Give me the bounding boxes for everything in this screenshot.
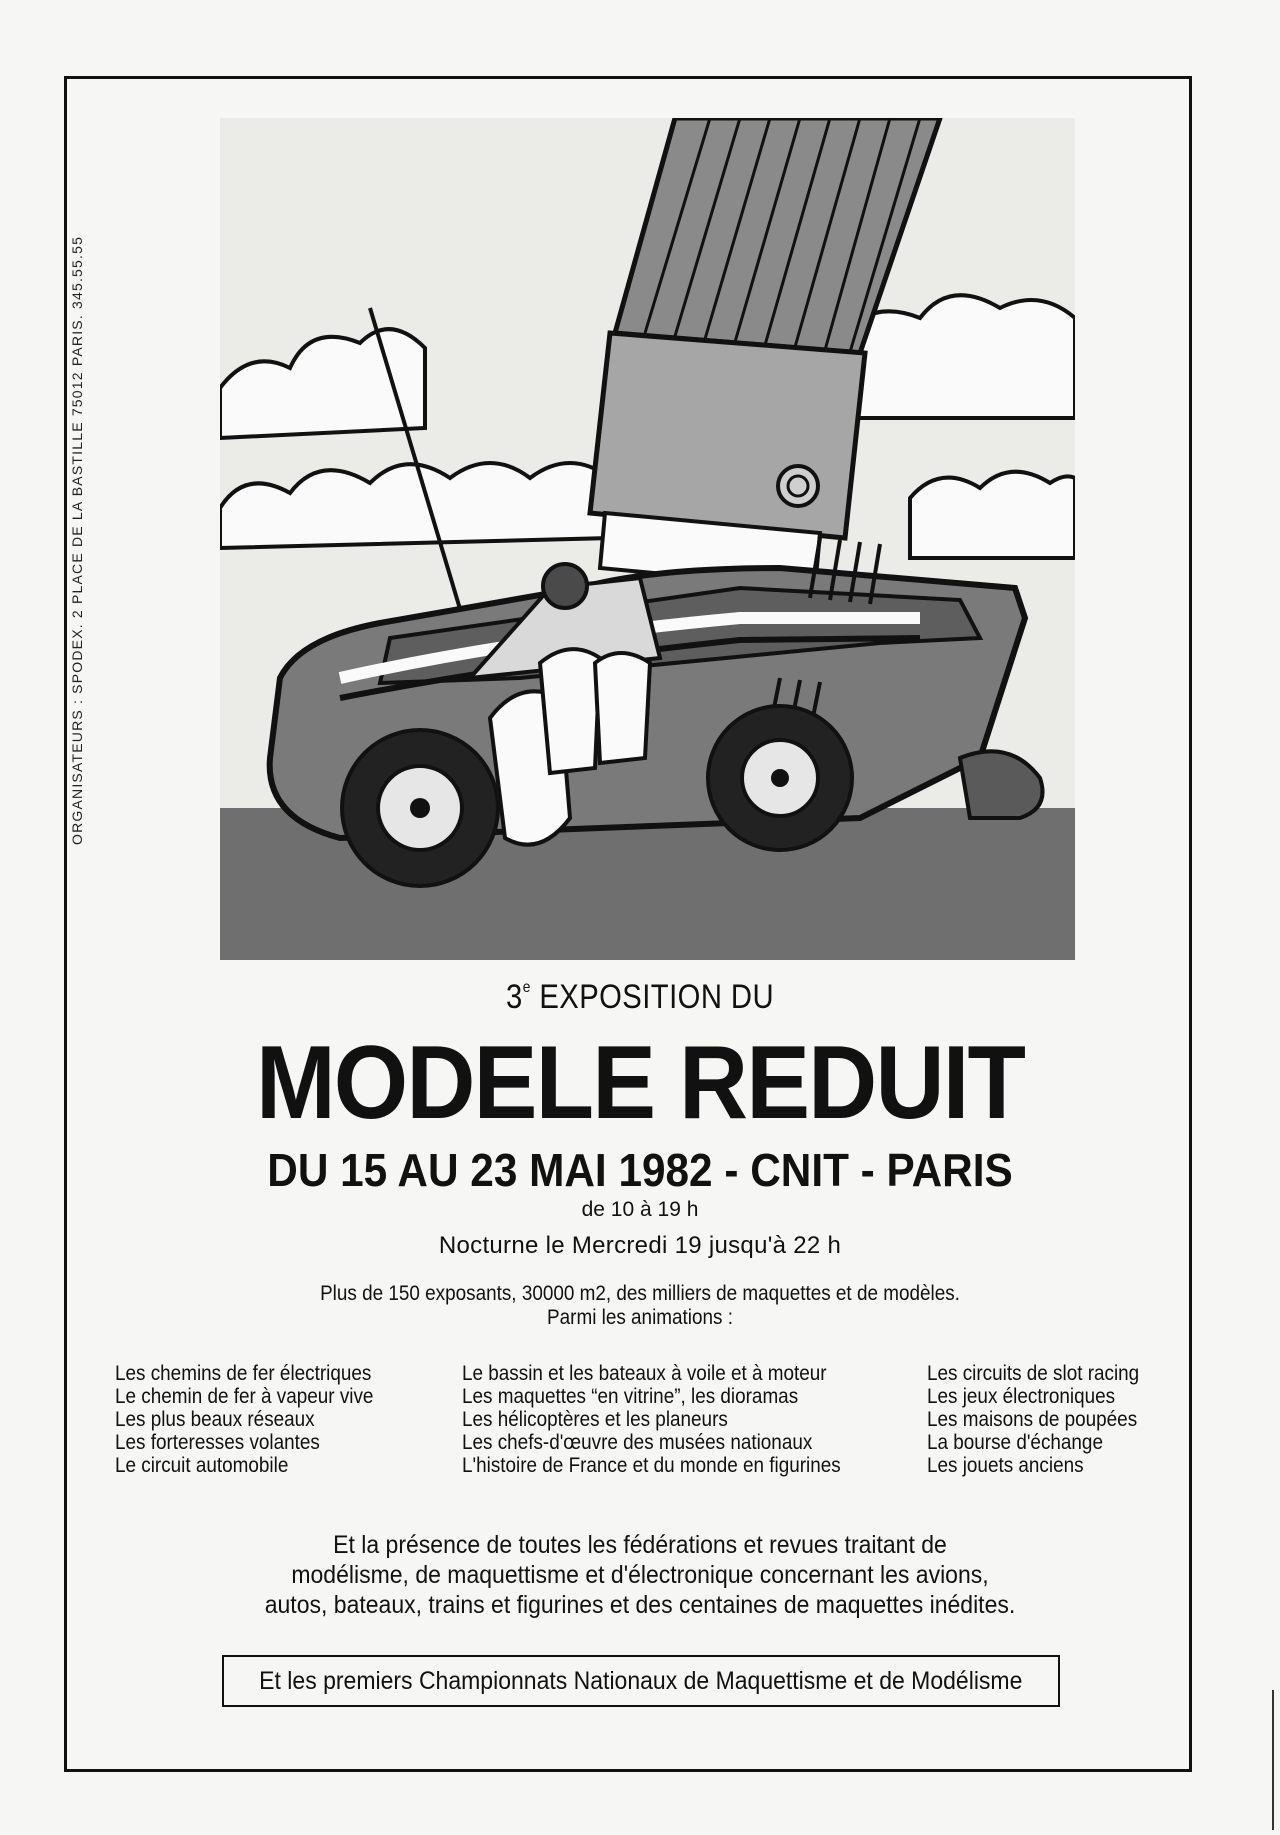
- list-item: Les jeux électroniques: [927, 1385, 1116, 1408]
- opening-hours: de 10 à 19 h: [581, 1198, 699, 1221]
- exposition-number: 3: [505, 978, 523, 1016]
- list-item: Le circuit automobile: [115, 1454, 289, 1477]
- list-item: Les maquettes “en vitrine”, les dioramas: [462, 1385, 799, 1408]
- animations-column-1: [115, 1362, 373, 1477]
- federations-line-2: modélisme, de maquettisme et d'électronique concernant les avions,: [291, 1561, 989, 1589]
- intro-line-2: Parmi les animations :: [547, 1306, 733, 1329]
- exposition-heading: [90, 978, 1191, 1017]
- list-item: L'histoire de France et du monde en figurines: [462, 1454, 841, 1477]
- main-title: MODELE REDUIT: [255, 1025, 1025, 1141]
- list-item: Les jouets anciens: [927, 1454, 1084, 1477]
- list-item: Les chemins de fer électriques: [115, 1362, 372, 1385]
- animations-column-3: [927, 1362, 1139, 1477]
- list-item: Les maisons de poupées: [927, 1408, 1138, 1431]
- list-item: Les chefs-d'œuvre des musées nationaux: [462, 1431, 813, 1454]
- poster-illustration: [220, 118, 1075, 960]
- list-item: Le bassin et les bateaux à voile et à moteur: [462, 1362, 827, 1385]
- federations-text: [51, 1530, 1229, 1620]
- animations-column-2: [462, 1362, 841, 1477]
- federations-line-3: autos, bateaux, trains et figurines et des centaines de maquettes inédites.: [264, 1591, 1016, 1619]
- federations-line-1: Et la présence de toutes les fédérations et revues traitant de: [333, 1531, 947, 1559]
- organizer-side-text: ORGANISATEURS : SPODEX. 2 PLACE DE LA BASTILLE 75012 PARIS. 345.55.55: [69, 235, 85, 845]
- event-dates: DU 15 AU 23 MAI 1982 - CNIT - PARIS: [267, 1144, 1013, 1196]
- list-item: Les plus beaux réseaux: [115, 1408, 315, 1431]
- animations-list: [115, 1362, 1175, 1492]
- exposition-suffix: e: [522, 979, 531, 996]
- list-item: Le chemin de fer à vapeur vive: [115, 1385, 374, 1408]
- exposition-label: EXPOSITION DU: [539, 978, 775, 1016]
- intro-text: [64, 1282, 1216, 1330]
- championship-box: [222, 1655, 1060, 1707]
- list-item: Les forteresses volantes: [115, 1431, 320, 1454]
- page-edge-line: [1272, 1690, 1274, 1830]
- intro-line-1: Plus de 150 exposants, 30000 m2, des milliers de maquettes et de modèles.: [320, 1282, 960, 1305]
- championship-text: Et les premiers Championnats Nationaux de Maquettisme et de Modélisme: [259, 1667, 1023, 1695]
- list-item: La bourse d'échange: [927, 1431, 1103, 1454]
- list-item: Les hélicoptères et les planeurs: [462, 1408, 728, 1431]
- nocturne-line: Nocturne le Mercredi 19 jusqu'à 22 h: [438, 1232, 842, 1259]
- list-item: Les circuits de slot racing: [927, 1362, 1140, 1385]
